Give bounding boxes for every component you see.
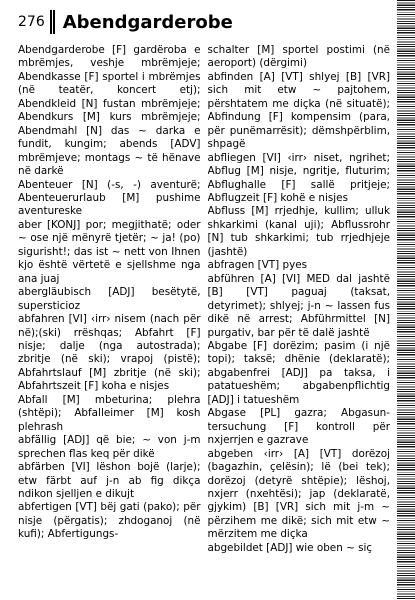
entry: abfragen [VT] pyes bbox=[207, 259, 308, 272]
entry: Abenteuer [N] (-s, -) aventurë; Abenteuerurlaub [M] pushime aventureske bbox=[18, 178, 201, 218]
header-rule-2 bbox=[53, 10, 55, 34]
running-headword: Abendgarderobe bbox=[62, 11, 233, 33]
entry: abfahren [VI] ‹irr› nisem (nach për në);(ski) rrëshqas; Abfahrt [F] nisje; dalje (nga autostrada); zbritje (në ski); vrapoj (pistë); Abfahrtslauf [M] zbritje (në ski); Abfahrtszeit [F] koha e nisjes bbox=[18, 313, 201, 393]
edge-thumb-index bbox=[397, 0, 415, 600]
right-column bbox=[208, 44, 391, 596]
entry: Abfluss [M] rrjedhje, kullim; ulluk shkarkimi (kanal uji); Abflussrohr [N] tub shkarkimi; tub rrjedhjeje (jashtë) bbox=[207, 205, 390, 258]
entry: abfertigen [VT] bëj gati (pako); për nisje (përgatis); zhdoganoj (në kufi); Abfertigungs- bbox=[18, 501, 201, 541]
dictionary-columns bbox=[18, 44, 390, 596]
left-column bbox=[18, 44, 201, 596]
entry: schalter [M] sportel postimi (në aeroport) (dërgimi) bbox=[207, 44, 390, 70]
page-number: 276 bbox=[18, 14, 45, 30]
entry: abfällig [ADJ] që bie; ~ von j-m sprechen flas keq për dikë bbox=[18, 434, 201, 460]
entry: abfliegen [VI] ‹irr› niset, ngrihet; Abflug [M] nisje, ngritje, fluturim; Abflughalle [F] sallë pritjeje; Abflugzeit [F] kohë e nisjes bbox=[207, 151, 390, 204]
page-header bbox=[18, 8, 233, 36]
entry: Abgase [PL] gazra; Abgasuntersuchung [F] kontroll për nxjerrjen e gazrave bbox=[207, 407, 390, 447]
entry: abführen [A] [VI] MED dal jashtë [B] [VT] paguaj (taksat, detyrimet); shlyej; j-n ~ lassen fus dikë në arrest; Abführmittel [N] purgativ, bar për të dalë jashtë bbox=[207, 272, 390, 339]
entry: Abgabe [F] dorëzim; pasim (i një topi); taksë; dhënie (deklaratë); abgabenfrei [ADJ] pa taksa, i patatueshëm; abgabenpflichtig [ADJ] i tatueshëm bbox=[207, 339, 390, 406]
entry: abergläubisch [ADJ] besëtytë, supersticioz bbox=[18, 286, 201, 312]
header-rule bbox=[50, 10, 52, 34]
entry: Abendgarderobe [F] gardëroba e mbrëmjes, veshje mbrëmjeje; Abendkasse [F] sportel i mbrëmjes (në teatër, koncert etj); Abendkleid [N] fustan mbrëmjeje; Abendkurs [M] kurs mbrëmjeje; Abendmahl [N] das ~ darka e fundit, kungim; abends [ADV] mbrëmjeve; montags ~ të hënave në darkë bbox=[18, 44, 201, 178]
entry: aber [KONJ] por; megjithatë; oder ~ ose një mënyrë tjetër; ~ ja! (po) sigurisht!; das ist ~ nett von Ihnen kjo është vërtetë e sjellshme nga ana juaj bbox=[18, 218, 201, 285]
entry: Abfall [M] mbeturina; plehra (shtëpi); Abfalleimer [M] kosh plehrash bbox=[18, 393, 201, 433]
entry: abgebildet [ADJ] wie oben ~ siç bbox=[207, 541, 373, 554]
entry: abfärben [VI] lëshon bojë (larje); etw färbt auf j-n ab fig dikça ndikon sjelljen e dikujt bbox=[18, 461, 201, 500]
entry: abfinden [A] [VT] shlyej [B] [VR] sich mit etw ~ pajtohem, përshtatem me diçka (në situatë); Abfindung [F] kompensim (para, për punëmarrësit); dëmshpërblim, shpagë bbox=[207, 70, 390, 151]
entry: abgeben ‹irr› [A] [VT] dorëzoj (bagazhin, çelësin); lë (bei tek); dorëzoj (detyrë shtëpie); lëshoj, nxjerr (nxehtësi); jap (deklaratë, gjykim) [B] [VR] sich mit j-m ~ përzihem me dikë; sich mit etw ~ mërzitem me diçka bbox=[207, 447, 390, 541]
